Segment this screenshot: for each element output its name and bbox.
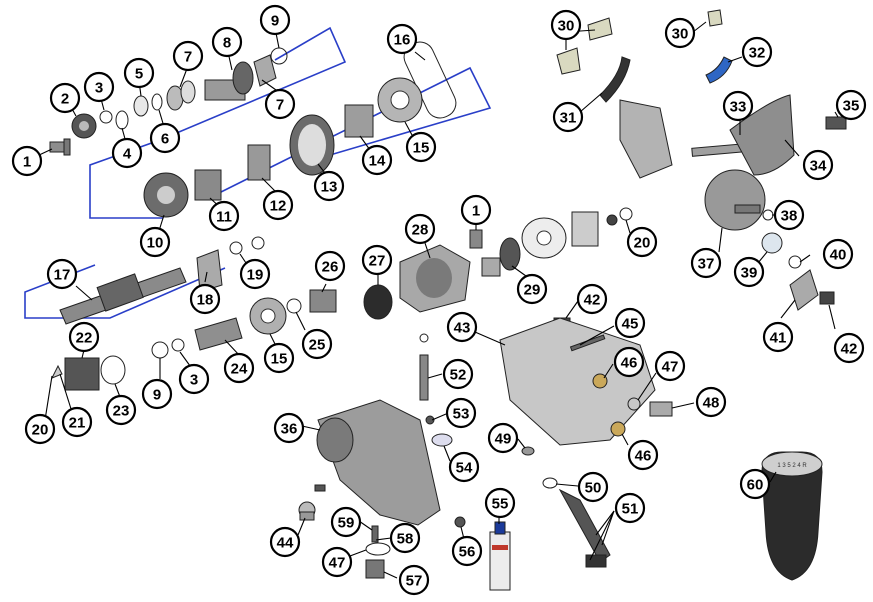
callout-c27 — [363, 246, 391, 274]
callout-c42b — [835, 334, 863, 362]
shift-pattern-text: 1 3 5 2 4 R — [777, 463, 807, 469]
callout-c53 — [447, 399, 475, 427]
callout-c20a — [26, 415, 54, 443]
ring-part — [271, 48, 287, 64]
callout-number: 9 — [270, 12, 280, 30]
o-ring-small-part — [763, 210, 773, 220]
callout-c38 — [775, 201, 803, 229]
pump-seal-part — [101, 356, 125, 384]
shift-pad-part-3 — [708, 10, 722, 26]
callout-c55 — [486, 489, 514, 517]
callout-number: 1 — [471, 202, 481, 220]
oil-pump-part — [65, 358, 99, 390]
callout-number: 42 — [583, 291, 601, 309]
callout-c2 — [51, 84, 79, 112]
callout-c39 — [735, 258, 763, 286]
gear-part — [248, 145, 270, 180]
callout-number: 27 — [368, 252, 386, 270]
snap-ring-part-2 — [287, 299, 301, 313]
callout-number: 14 — [368, 152, 386, 170]
bearing-part — [195, 170, 221, 200]
ring-gear-part — [290, 115, 334, 175]
callout-c37 — [692, 249, 720, 277]
detent-part — [315, 485, 325, 491]
o-ring-part-3 — [543, 478, 557, 488]
callout-c3a — [85, 73, 113, 101]
callout-c31 — [554, 103, 582, 131]
clip-part — [420, 334, 428, 342]
shift-rail-part — [826, 117, 846, 129]
callout-c59 — [332, 508, 360, 536]
o-ring-part — [116, 111, 128, 129]
callout-number: 5 — [134, 65, 144, 83]
callout-number: 10 — [146, 234, 164, 252]
callout-c51 — [616, 494, 644, 522]
washer-part — [620, 208, 632, 220]
callout-c47b — [323, 548, 351, 576]
callout-c40 — [824, 240, 852, 268]
callout-number: 49 — [494, 430, 512, 448]
callout-c15b — [265, 344, 293, 372]
shift-pad-part — [557, 48, 580, 74]
callout-number: 11 — [216, 208, 232, 226]
callout-number: 46 — [634, 447, 652, 465]
snap-ring-part — [100, 111, 112, 123]
sector-seal-part — [762, 233, 782, 253]
callout-c7a — [174, 42, 202, 70]
callout-number: 1 — [22, 153, 32, 171]
callout-number: 54 — [455, 459, 473, 477]
callout-c7b — [266, 90, 294, 118]
callout-number: 41 — [769, 329, 787, 347]
callout-number: 22 — [75, 329, 93, 347]
callout-c45 — [616, 309, 644, 337]
front-seal-part — [364, 285, 392, 319]
callout-number: 18 — [196, 291, 214, 309]
callout-c30b — [666, 19, 694, 47]
callout-number: 36 — [280, 420, 298, 438]
callout-number: 4 — [122, 145, 132, 163]
callout-number: 33 — [729, 98, 747, 116]
callout-number: 43 — [453, 319, 471, 337]
callout-number: 8 — [222, 34, 232, 52]
callout-number: 13 — [320, 178, 338, 196]
spacer-part — [152, 94, 162, 110]
callout-number: 17 — [53, 266, 71, 284]
callout-c36 — [275, 414, 303, 442]
callout-number: 58 — [396, 530, 414, 548]
speed-sensor-part — [650, 402, 672, 416]
callout-c54 — [450, 453, 478, 481]
callout-number: 9 — [152, 386, 162, 404]
mainshaft-part — [60, 268, 186, 324]
planetary-carrier-part — [144, 173, 188, 217]
callout-number: 47 — [661, 358, 679, 376]
callout-c9a — [261, 6, 289, 34]
callout-c8 — [213, 28, 241, 56]
callout-number: 32 — [748, 44, 766, 62]
shift-bracket-part — [620, 100, 672, 178]
callout-c34 — [804, 151, 832, 179]
plug-part-2 — [611, 422, 625, 436]
flange-part — [72, 114, 96, 138]
callout-c24 — [225, 354, 253, 382]
callout-c1a — [13, 147, 41, 175]
callout-c3b — [180, 365, 208, 393]
callout-c33 — [724, 92, 752, 120]
sealant-tube-part — [490, 522, 510, 590]
front-case-bore-part — [317, 418, 353, 462]
callout-number: 21 — [68, 414, 86, 432]
callout-c49 — [489, 424, 517, 452]
callout-c46a — [615, 348, 643, 376]
callout-number: 31 — [559, 109, 577, 127]
range-lever-part — [790, 270, 818, 310]
callout-c44 — [271, 528, 299, 556]
callout-number: 2 — [60, 90, 70, 108]
callout-c6 — [151, 124, 179, 152]
needle-bearing-part — [310, 290, 336, 312]
callout-number: 52 — [449, 366, 467, 384]
callout-c18 — [191, 285, 219, 313]
bolt-part — [50, 139, 70, 155]
callout-number: 15 — [270, 350, 288, 368]
callout-number: 15 — [412, 139, 430, 157]
callout-c60 — [741, 470, 769, 498]
callout-c58 — [391, 524, 419, 552]
snap-ring-part-3 — [172, 339, 184, 351]
callout-number: 60 — [746, 476, 764, 494]
callout-number: 12 — [269, 197, 287, 215]
fill-plug-part — [299, 502, 315, 520]
companion-flange-part — [572, 212, 598, 246]
ring-part-2 — [152, 342, 168, 358]
callout-number: 30 — [671, 25, 689, 43]
callout-c16 — [388, 25, 416, 53]
bolt-part-2 — [820, 292, 834, 304]
callout-number: 51 — [621, 500, 639, 518]
plate-part — [254, 55, 276, 86]
shift-knob-part — [762, 452, 822, 580]
callout-c21 — [63, 408, 91, 436]
retainer-ring-part — [167, 86, 183, 110]
callout-number: 59 — [337, 514, 355, 532]
callout-c4 — [113, 139, 141, 167]
callout-number: 55 — [491, 495, 509, 513]
callout-number: 40 — [829, 246, 847, 264]
callout-number: 56 — [458, 543, 476, 561]
callout-c1b — [462, 196, 490, 224]
callout-number: 48 — [702, 394, 720, 412]
sprocket-gear-part — [378, 78, 422, 122]
drain-plug-part — [366, 560, 384, 578]
callout-c23 — [107, 396, 135, 424]
spacer-plate-part — [522, 218, 566, 258]
callout-number: 28 — [411, 221, 429, 239]
callout-number: 46 — [620, 354, 638, 372]
callout-number: 42 — [840, 340, 858, 358]
callout-number: 16 — [393, 31, 411, 49]
callout-number: 7 — [275, 96, 285, 114]
callout-c52 — [444, 360, 472, 388]
o-ring-part-4 — [366, 543, 390, 555]
callout-c26 — [316, 252, 344, 280]
callout-c43 — [448, 313, 476, 341]
callout-c25 — [303, 330, 331, 358]
vent-part — [470, 230, 482, 248]
sun-gear-part — [250, 298, 286, 334]
callout-c35 — [837, 91, 865, 119]
callout-c22 — [70, 323, 98, 351]
hub-part — [345, 105, 373, 137]
callout-number: 3 — [94, 79, 104, 97]
callout-c20b — [628, 228, 656, 256]
callout-number: 39 — [740, 264, 758, 282]
shift-pad-blue-part — [706, 57, 732, 83]
callout-c9b — [143, 380, 171, 408]
shift-shaft-part — [420, 355, 428, 400]
front-retainer-part — [400, 245, 470, 312]
callout-c17 — [48, 260, 76, 288]
callout-c10 — [141, 228, 169, 256]
callout-c13 — [315, 172, 343, 200]
callout-number: 23 — [112, 402, 130, 420]
callout-number: 38 — [780, 207, 798, 225]
callout-number: 35 — [842, 97, 860, 115]
seal-part-2 — [432, 434, 452, 446]
rear-seal-part — [500, 238, 520, 270]
callout-c46b — [629, 441, 657, 469]
retainer-ring-part-2 — [181, 81, 195, 103]
callout-c15a — [407, 133, 435, 161]
callout-number: 24 — [230, 360, 248, 378]
shift-pad-part-2 — [588, 18, 612, 40]
callout-number: 57 — [405, 572, 423, 590]
nut-part — [607, 215, 617, 225]
plug-part-3 — [455, 517, 465, 527]
callout-number: 50 — [584, 479, 602, 497]
o-ring-red-part — [789, 256, 801, 268]
callout-c56 — [453, 537, 481, 565]
callout-number: 26 — [321, 258, 339, 276]
callout-c5 — [125, 59, 153, 87]
magnet-part — [522, 447, 534, 455]
pump-gear-part — [482, 258, 500, 276]
callout-number: 37 — [697, 255, 715, 273]
callout-c29 — [518, 275, 546, 303]
sector-part — [705, 170, 765, 230]
input-gear-part — [195, 318, 242, 350]
callout-c50 — [579, 473, 607, 501]
callout-number: 34 — [809, 157, 827, 175]
callout-c11 — [210, 202, 238, 230]
shift-fork-segment-part — [600, 57, 630, 102]
callout-c47a — [656, 352, 684, 380]
callout-number: 25 — [308, 336, 326, 354]
callout-number: 20 — [31, 421, 49, 439]
callout-number: 19 — [246, 266, 264, 284]
callout-c19 — [241, 260, 269, 288]
seal-part — [134, 96, 148, 116]
callout-number: 45 — [621, 315, 639, 333]
callout-c42a — [578, 285, 606, 313]
callout-number: 3 — [189, 371, 199, 389]
callout-number: 29 — [523, 281, 541, 299]
callout-number: 53 — [452, 405, 470, 423]
thrust-washer-part — [230, 242, 242, 254]
callout-number: 7 — [183, 48, 193, 66]
callout-number: 20 — [633, 234, 651, 252]
callout-number: 6 — [160, 130, 170, 148]
callout-c28 — [406, 215, 434, 243]
callout-c41 — [764, 323, 792, 351]
callout-c30a — [552, 11, 580, 39]
callout-c32 — [743, 38, 771, 66]
drive-sprocket-part — [205, 62, 253, 100]
callout-c14 — [363, 146, 391, 174]
shift-link-part — [560, 490, 610, 567]
callout-c48 — [697, 388, 725, 416]
callout-number: 30 — [557, 17, 575, 35]
callout-number: 44 — [276, 534, 294, 552]
callout-c57 — [400, 566, 428, 594]
callout-c12 — [264, 191, 292, 219]
thrust-washer-part-2 — [252, 237, 264, 249]
callout-number: 47 — [328, 554, 346, 572]
